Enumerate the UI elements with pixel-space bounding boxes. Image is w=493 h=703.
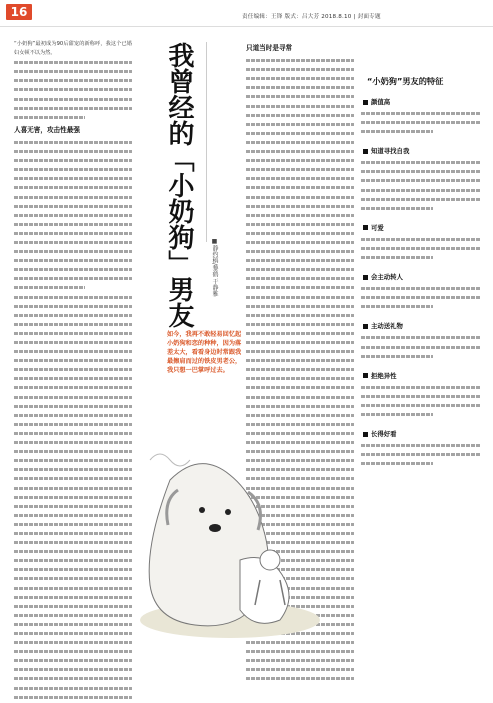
page-header [0, 0, 493, 27]
article-column-1 [14, 40, 132, 700]
article-column-2-text [140, 260, 160, 440]
sidebar-section [361, 97, 489, 136]
sidebar-section [361, 371, 489, 419]
title-divider [206, 42, 207, 242]
square-bullet-icon [363, 324, 368, 329]
sidebar-item-label: 长得好看 [371, 430, 397, 439]
sidebar-item-label: 拒绝异性 [371, 371, 397, 380]
page-number: 16 [6, 4, 32, 20]
article-subhead-1: 人喜无害，攻击性最强 [14, 125, 80, 134]
square-bullet-icon [363, 373, 368, 378]
sidebar-section [361, 429, 489, 468]
sidebar-item-label: 颜值高 [371, 98, 391, 106]
article-title: 我曾经的「小奶狗」男友 [164, 42, 194, 328]
sidebar-section [361, 272, 489, 311]
sidebar-title: “小奶狗”男友的特征 [367, 76, 444, 86]
square-bullet-icon [363, 275, 368, 280]
sidebar-item-label: 主动送礼物 [371, 322, 403, 331]
sidebar-item-label: 会主动转人 [371, 273, 403, 282]
sidebar-section [361, 321, 489, 360]
sidebar-item-label: 知道寻找自我 [371, 147, 410, 156]
square-bullet-icon [363, 432, 368, 437]
pull-quote: 如今，我再不敢轻易回忆起小奶狗和恋的种种，因为落差太大，看看身边时常跟我最擦肩而过的铁皮男老公，我只想一巴掌呼过去。 [167, 331, 242, 374]
sidebar-section [361, 146, 489, 213]
square-bullet-icon [363, 100, 368, 105]
features-sidebar [361, 36, 489, 696]
article-intro: “小奶狗”最初成为90后甜宠的新称呼，我这个已婚妇女顿不以为然。 [14, 41, 132, 57]
square-bullet-icon [363, 225, 368, 230]
dog-and-boy-illustration [130, 440, 330, 670]
sidebar-item-label: 可爱 [371, 223, 384, 232]
square-bullet-icon [363, 149, 368, 154]
sidebar-section [361, 223, 489, 262]
article-subhead-2: 只道当时是寻常 [246, 44, 293, 52]
article-byline: ■静约稿/黎鹤 于静雅 [211, 238, 218, 297]
header-info: 责任编辑：王锋 版式：吕大芳 2018.8.10 | 封面专题 [242, 14, 381, 20]
